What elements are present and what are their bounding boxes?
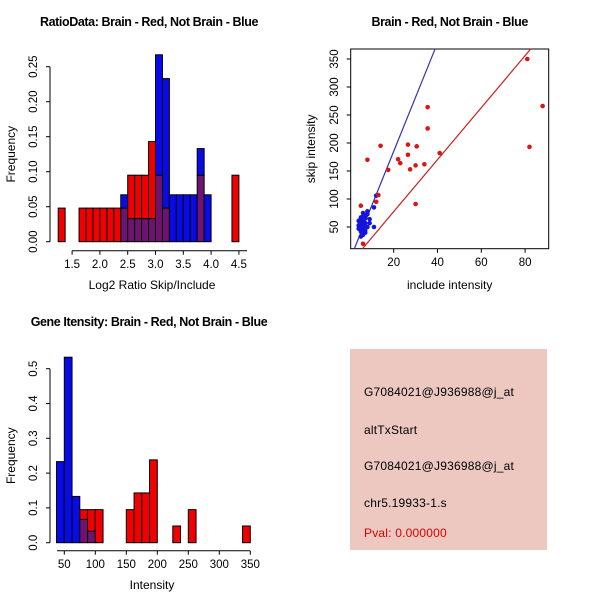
hist-bar-blue (121, 195, 128, 208)
scatter-point-red (365, 158, 370, 163)
panel-gene-intensity-histogram (0, 300, 300, 600)
hist-bar-overlap (121, 208, 128, 242)
hist-bar-blue (183, 195, 190, 242)
gene-intensity-histogram-chart (0, 300, 300, 600)
y-tick-label: 0.4 (28, 395, 40, 412)
hist-bar-blue (72, 496, 80, 542)
scatter-point-blue (372, 205, 377, 210)
plot-box (351, 49, 549, 249)
hist-bar-overlap (88, 531, 96, 542)
panel-intensity-scatter (300, 0, 600, 300)
hist-bar-red (173, 526, 181, 543)
scatter-point-red (359, 203, 364, 208)
hist-bar-red (107, 208, 114, 242)
hist-bar-blue (57, 462, 65, 543)
y-tick-label: 0.00 (28, 230, 40, 253)
y-axis-label: skip intensity (304, 114, 318, 184)
y-tick-label: 0.20 (28, 90, 40, 113)
scatter-point-red (425, 105, 430, 110)
hist-bar-red (188, 510, 196, 543)
scatter-point-red (414, 144, 419, 149)
hist-bar-overlap (162, 208, 169, 242)
x-tick-label: 20 (387, 257, 401, 269)
x-tick-label: 40 (431, 257, 444, 269)
gene-info-background (350, 349, 547, 550)
scatter-point-red (396, 157, 401, 162)
hist-bar-overlap (149, 219, 156, 242)
locus-text: chr5.19933-1.s (364, 496, 447, 510)
hist-bar-red (80, 510, 88, 520)
hist-bar-red (142, 175, 149, 218)
event-type-text: altTxStart (364, 423, 418, 437)
scatter-point-red (378, 144, 383, 149)
y-tick-label: 50 (329, 220, 341, 234)
chart-title: Gene Itensity: Brain - Red, Not Brain - Blue (30, 315, 268, 329)
y-axis-label: Frequency (4, 125, 18, 183)
x-tick-label: 150 (116, 559, 136, 571)
scatter-point-red (422, 162, 427, 167)
scatter-point-red (398, 161, 403, 166)
hist-bar-red (243, 526, 251, 543)
ratio-histogram-chart (0, 0, 300, 300)
hist-bar-overlap (135, 219, 142, 242)
hist-bar-red (134, 493, 142, 543)
scatter-point-red (406, 142, 411, 147)
panel-gene-info (300, 300, 600, 600)
hist-bar-red (88, 510, 96, 532)
scatter-point-red (408, 167, 413, 172)
hist-bar-blue (169, 195, 176, 242)
hist-bar-red (232, 175, 239, 242)
hist-bar-blue (190, 195, 197, 242)
hist-bar-red (93, 208, 100, 242)
hist-bar-red (86, 208, 93, 242)
scatter-point-blue (365, 209, 370, 214)
chart-title: Brain - Red, Not Brain - Blue (371, 15, 528, 29)
scatter-point-red (413, 202, 418, 207)
x-tick-label: 4.5 (230, 259, 247, 271)
x-tick-label: 3.0 (147, 259, 164, 271)
y-tick-label: 150 (329, 161, 341, 181)
panel-ratio-histogram (0, 0, 300, 300)
probe-id-text-2: G7084021@J936988@j_at (364, 459, 515, 473)
scatter-point-red (386, 168, 391, 173)
hist-bar-overlap (156, 175, 163, 242)
scatter-point-red (540, 104, 545, 109)
x-tick-label: 2.5 (119, 259, 136, 271)
x-axis-label: Intensity (129, 578, 175, 592)
scatter-point-blue (367, 217, 372, 222)
y-tick-label: 0.0 (28, 534, 40, 551)
scatter-point-red (425, 126, 430, 131)
scatter-point-red (527, 145, 532, 150)
x-tick-label: 2.0 (91, 259, 108, 271)
y-tick-label: 0.3 (28, 430, 40, 447)
scatter-point-red (376, 193, 381, 198)
x-tick-label: 100 (85, 559, 105, 571)
x-tick-label: 80 (518, 257, 532, 269)
scatter-point-red (437, 151, 442, 156)
scatter-point-red (374, 200, 379, 205)
scatter-point-blue (359, 234, 364, 239)
x-tick-label: 350 (240, 559, 260, 571)
y-tick-label: 0.10 (28, 160, 40, 183)
hist-bar-blue (176, 195, 183, 242)
chart-title: RatioData: Brain - Red, Not Brain - Blue (39, 15, 259, 29)
hist-bar-red (135, 175, 142, 218)
hist-bar-red (150, 460, 158, 543)
hist-bar-blue (64, 357, 72, 542)
hist-bar-blue (197, 149, 204, 176)
scatter-point-blue (363, 228, 368, 233)
hist-bar-blue (204, 195, 211, 242)
y-tick-label: 0.25 (28, 55, 40, 78)
x-tick-label: 200 (147, 559, 167, 571)
hist-bar-overlap (197, 175, 204, 242)
x-tick-label: 3.5 (175, 259, 192, 271)
hist-bar-overlap (128, 219, 135, 242)
x-axis-label: include intensity (407, 278, 493, 292)
y-tick-label: 0.5 (28, 360, 40, 377)
y-tick-label: 0.05 (28, 195, 40, 218)
scatter-point-blue (361, 211, 366, 216)
scatter-point-red (413, 163, 418, 168)
scatter-point-blue (372, 225, 377, 230)
hist-bar-red (149, 142, 156, 219)
scatter-point-red (525, 57, 530, 62)
y-tick-label: 100 (329, 189, 341, 209)
y-tick-label: 0.2 (28, 465, 40, 482)
hist-bar-red (95, 510, 103, 543)
hist-bar-red (126, 510, 134, 543)
scatter-point-blue (367, 221, 372, 226)
hist-bar-red (142, 493, 150, 543)
y-tick-label: 300 (329, 77, 341, 97)
x-tick-label: 4.0 (203, 259, 220, 271)
x-tick-label: 250 (178, 559, 198, 571)
x-tick-label: 1.5 (64, 259, 81, 271)
y-tick-label: 200 (329, 133, 341, 153)
hist-bar-blue (162, 79, 169, 209)
y-axis-label: Frequency (4, 427, 18, 485)
x-tick-label: 300 (209, 559, 229, 571)
pval-text: Pval: 0.000000 (364, 526, 447, 540)
y-tick-label: 0.1 (28, 499, 40, 516)
x-axis-label: Log2 Ratio Skip/Include (88, 278, 216, 292)
scatter-point-red (406, 152, 411, 157)
hist-bar-overlap (142, 219, 149, 242)
hist-bar-blue (156, 55, 163, 175)
scatter-point-red (361, 242, 366, 247)
hist-bar-red (128, 175, 135, 218)
hist-bar-overlap (80, 519, 88, 542)
intensity-scatter-chart (300, 0, 600, 300)
y-tick-label: 0.15 (28, 125, 40, 148)
hist-bar-red (114, 208, 121, 242)
x-tick-label: 50 (57, 559, 71, 571)
regression-line-red (362, 49, 530, 249)
probe-id-text: G7084021@J936988@j_at (364, 385, 515, 399)
hist-bar-red (79, 208, 86, 242)
x-tick-label: 60 (474, 257, 488, 269)
hist-bar-red (100, 208, 107, 242)
y-tick-label: 250 (329, 105, 341, 125)
y-tick-label: 350 (329, 49, 341, 69)
hist-bar-red (58, 208, 65, 242)
